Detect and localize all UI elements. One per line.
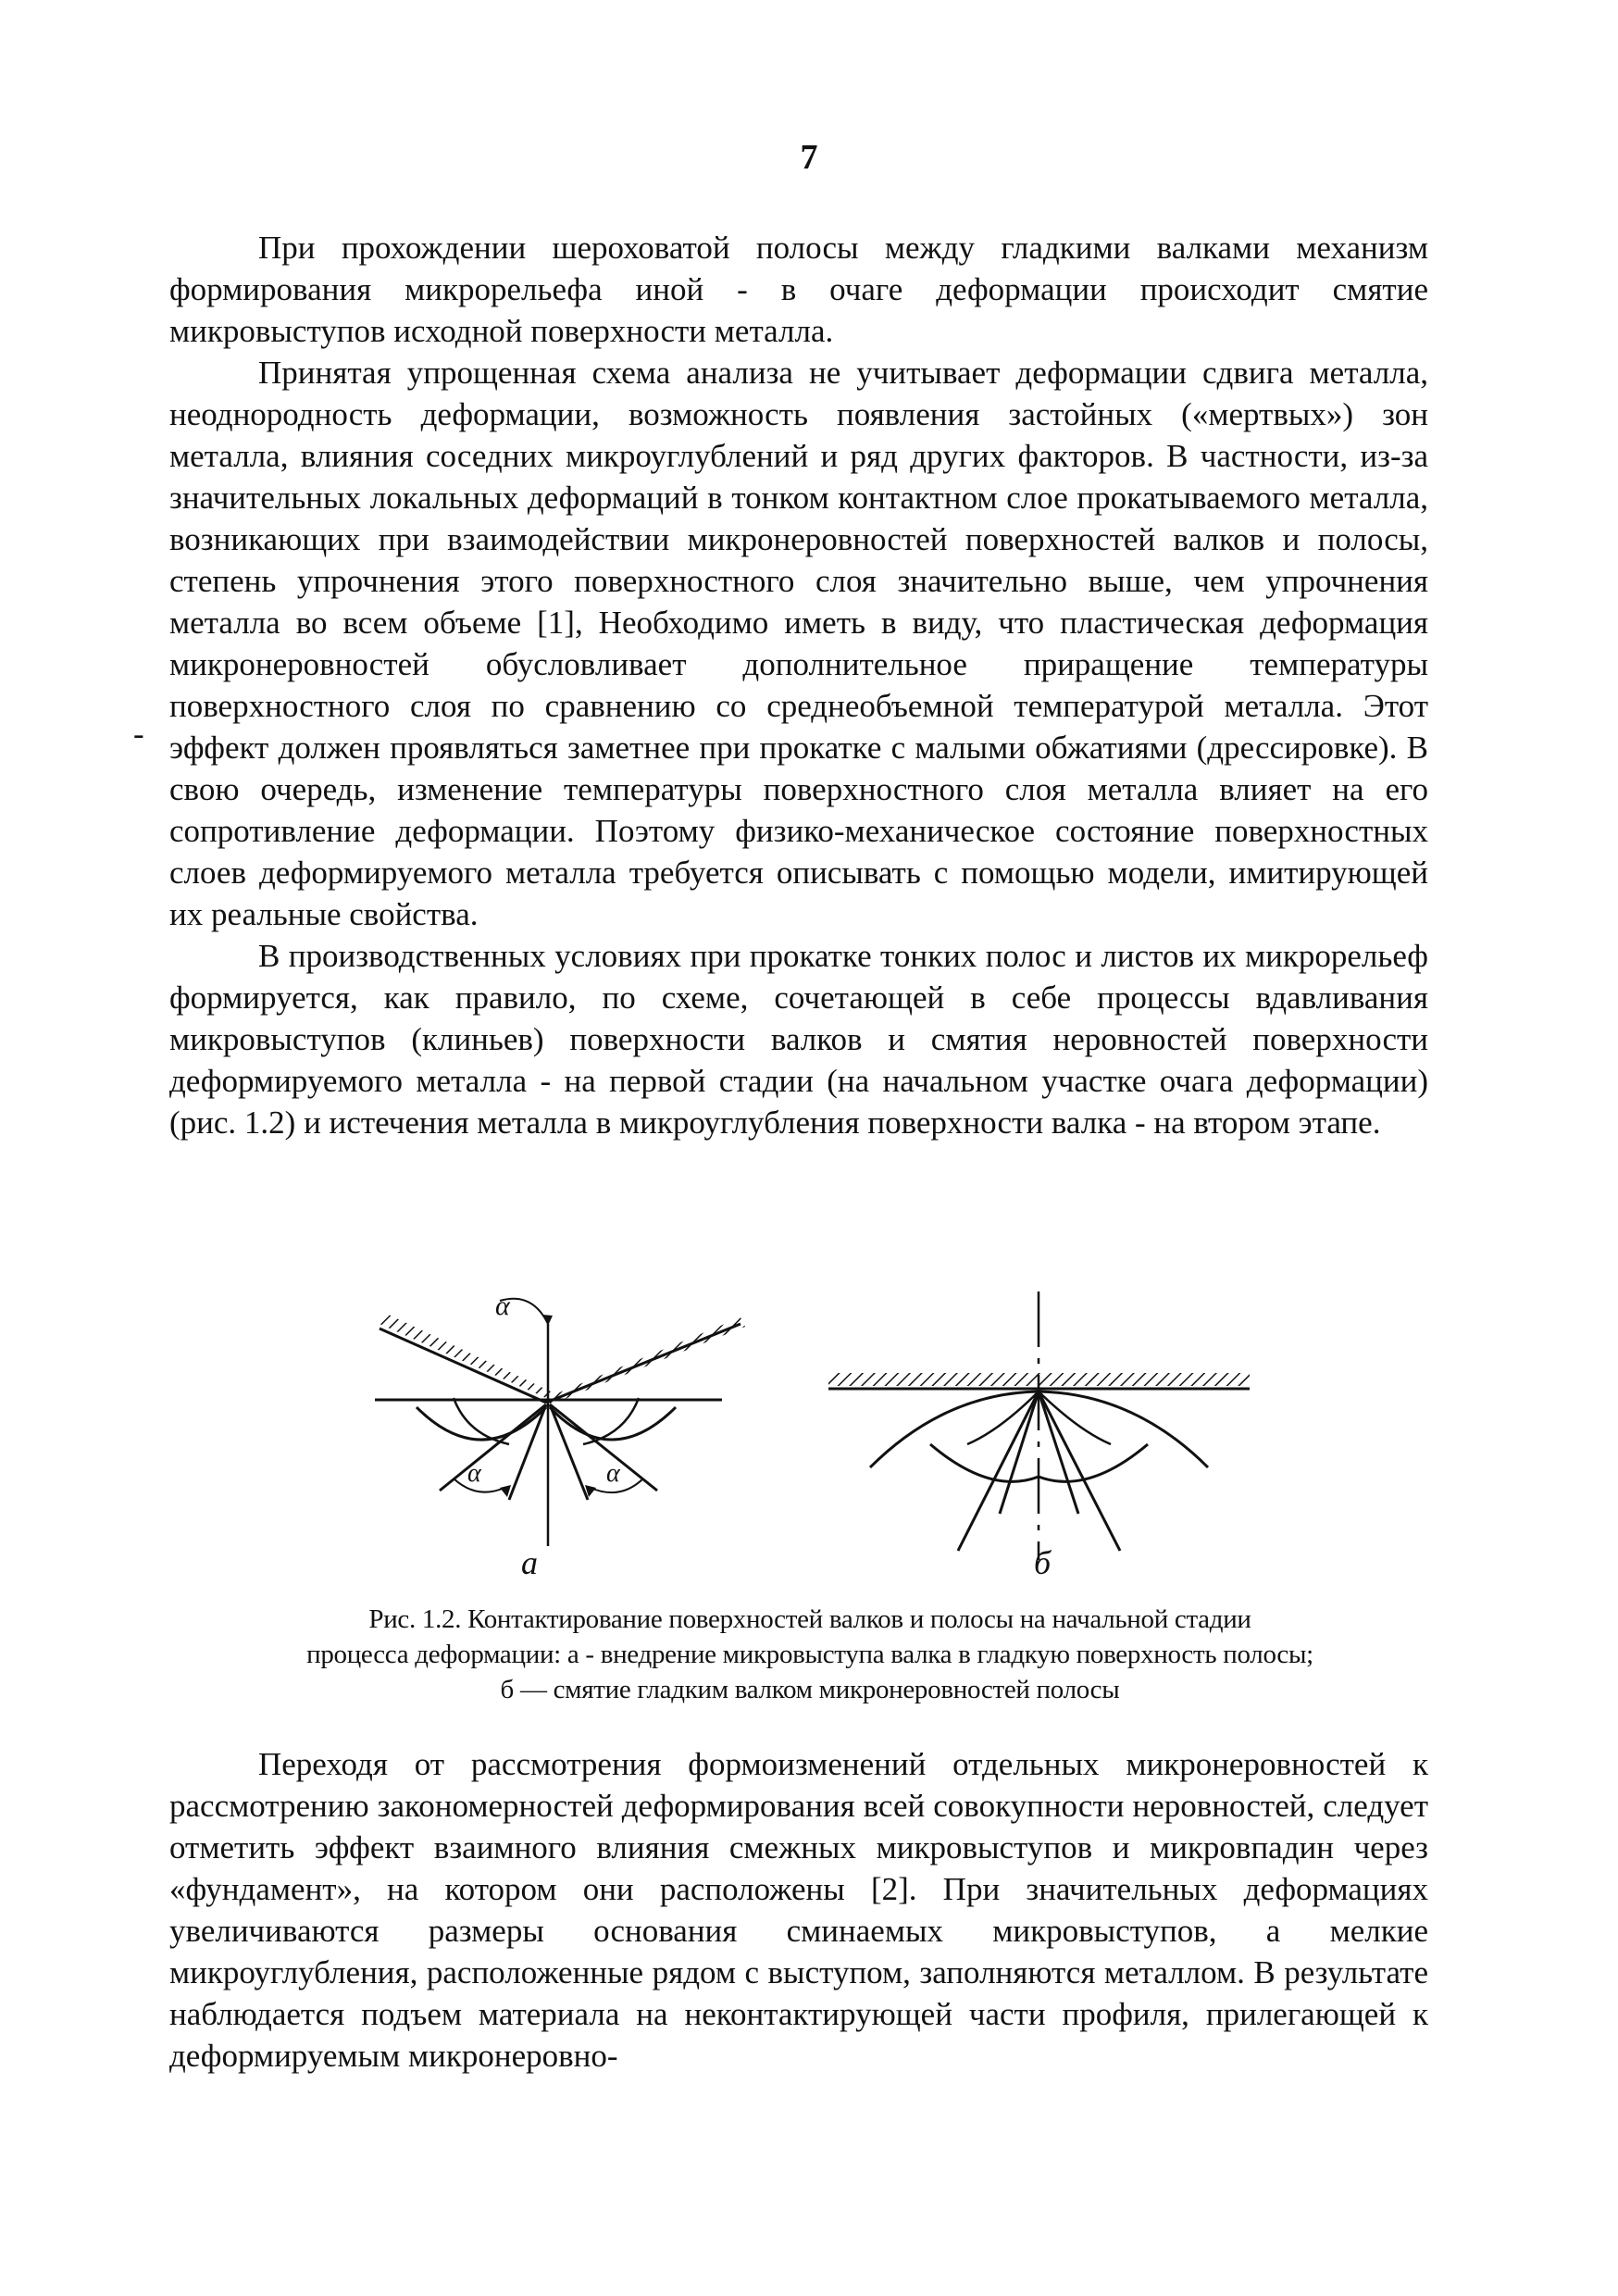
- paragraph-4: Переходя от рассмотрения формоизменений отдельных микронеровностей к рассмотрению закономерностей деформирования всей совокупности неровностей, следует отметить эффект взаимного влияния смежных микровыступов и микровпадин через «фундамент», на котором они расположены [2]. При значительных деформациях увеличиваются размеры основания сминаемых микровыступов, а мелкие микроуглубления, расположенные рядом с выступом, заполняются металлом. В результате наблюдается подъем материала на неконтактирующей части профиля, прилегающей к деформируемым микронеровно-: [169, 1746, 1428, 2074]
- angle-label-right: α: [606, 1459, 620, 1488]
- caption-line-1: Рис. 1.2. Контактирование поверхностей валков и полосы на начальной стадии: [368, 1604, 1251, 1634]
- wedge-left-edge: [380, 1329, 546, 1403]
- body-text-bottom: [169, 1743, 1428, 2077]
- body-text-top: [169, 227, 1428, 1143]
- angle-label-top: α: [495, 1291, 510, 1321]
- paragraph-1: При прохождении шероховатой полосы между гладкими валками механизм формирования микрорельефа иной - в очаге деформации происходит смятие микровыступов исходной поверхности металла.: [169, 230, 1428, 349]
- subfigure-a-diagram: [375, 1299, 745, 1546]
- wedge-right-edge: [546, 1324, 741, 1403]
- arc-right: [550, 1407, 676, 1440]
- caption-line-2: процесса деформации: а - внедрение микровыступа валка в гладкую поверхность полосы;: [306, 1640, 1313, 1669]
- margin-dash-mark: -: [133, 716, 144, 752]
- paragraph-2: Принятая упрощенная схема анализа не учитывает деформации сдвига металла, неоднородность деформации, возможность появления застойных («мертвых») зон металла, влияния соседних микроуглублений и ряд других факторов. В частности, из-за значительных локальных деформаций в тонком контактном слое прокатываемого металла, возникающих при взаимодействии микронеровностей поверхностей валков и полосы, степень упрочнения этого поверхностного слоя значительно выше, чем упрочнения металла во всем объеме [1], Необходимо иметь в виду, что пластическая деформация микронеровностей обусловливает дополнительное приращение температуры поверхностного слоя по сравнению со среднеобъемной температурой металла. Этот эффект должен проявляться заметнее при прокатке с малыми обжатиями (дрессировке). В свою очередь, изменение температуры поверхностного слоя металла влияет на его сопротивление деформации. Поэтому физико-механическое состояние поверхностных слоев деформируемого металла требуется описывать с помощью модели, имитирующей их реальные свойства.: [169, 355, 1428, 932]
- figure-1-2: [352, 1282, 1259, 1597]
- paragraph-3: В производственных условиях при прокатке тонких полос и листов их микрорельеф формируется, как правило, по схеме, сочетающей в себе процессы вдавливания микровыступов (клиньев) поверхности валков и смятия неровностей поверхности деформируемого металла - на первой стадии (на начальном участке очага деформации) (рис. 1.2) и истечения металла в микроуглубления поверхности валка - на втором этапе.: [169, 938, 1428, 1141]
- arc-left: [417, 1407, 546, 1440]
- caption-line-3: б — смятие гладким валком микронеровностей полосы: [500, 1675, 1120, 1704]
- wedge-left-hatch: [380, 1314, 551, 1398]
- subfigure-label-b: б: [1034, 1544, 1052, 1581]
- subfigure-b-diagram: [828, 1292, 1250, 1560]
- page-number: 7: [800, 138, 818, 177]
- figure-caption: [139, 1602, 1481, 1707]
- angle-label-left: α: [467, 1459, 481, 1488]
- subfigure-label-a: а: [521, 1544, 538, 1581]
